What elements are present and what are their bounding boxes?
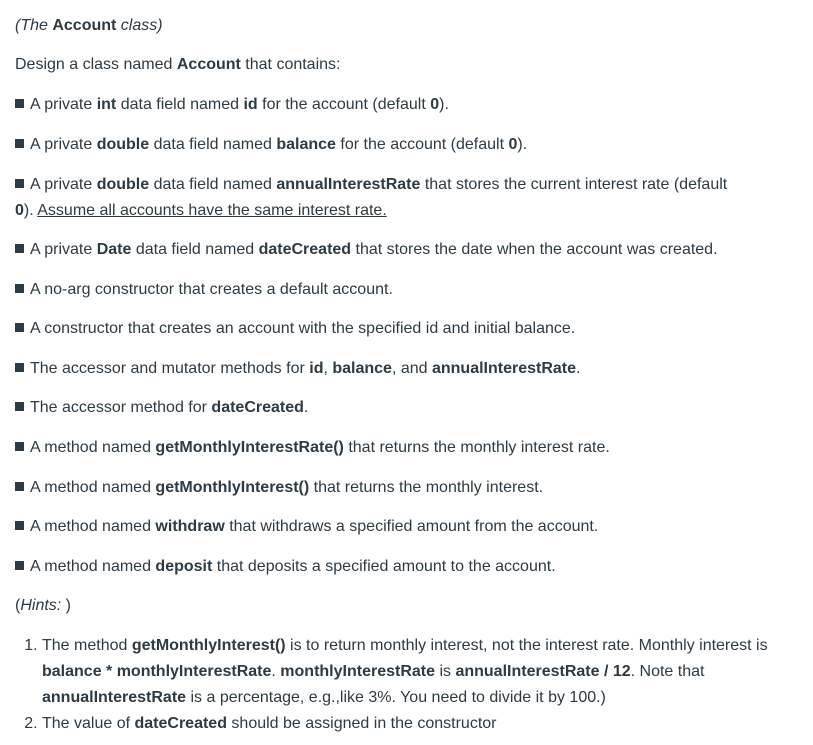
- list-item-monthly-interest: A method named getMonthlyInterest() that returns the monthly interest.: [15, 478, 543, 498]
- square-bullet-icon: [15, 442, 24, 451]
- list-item-monthly-interest-rate: A method named getMonthlyInterestRate() that returns the monthly interest rate.: [15, 438, 610, 458]
- hints-list: [15, 633, 802, 737]
- square-bullet-icon: [15, 482, 24, 491]
- hint-item: 1. The method getMonthlyInterest() is to return monthly interest, not the interest rate. Monthly interest is balance * monthlyInterestRate. monthlyInterestRate is annualInterestRate / 12. Note that annualInterestRate is a percentage, e.g.,like 3%. You need to divide it by 100.): [42, 633, 802, 711]
- class-heading: [15, 16, 163, 36]
- list-item-no-arg-constructor: A no-arg constructor that creates a default account.: [15, 280, 393, 300]
- list-item-deposit: A method named deposit that deposits a specified amount to the account.: [15, 557, 556, 577]
- list-item-accessors-mutators: The accessor and mutator methods for id, balance, and annualInterestRate.: [15, 359, 580, 379]
- list-item-id: A private int data field named id for the account (default 0).: [15, 95, 449, 115]
- square-bullet-icon: [15, 402, 24, 411]
- heading-close: class): [116, 17, 163, 34]
- list-item-constructor: A constructor that creates an account with the specified id and initial balance.: [15, 319, 575, 339]
- same-rate-note: Assume all accounts have the same interest rate.: [37, 202, 387, 219]
- list-item-annual-interest-rate-cont: 0). Assume all accounts have the same interest rate.: [15, 202, 387, 219]
- list-item-balance: A private double data field named balance for the account (default 0).: [15, 135, 527, 155]
- list-item-date-created: A private Date data field named dateCreated that stores the date when the account was created.: [15, 240, 718, 260]
- hint-item: 2. The value of dateCreated should be assigned in the constructor: [42, 711, 802, 737]
- square-bullet-icon: [15, 179, 24, 188]
- square-bullet-icon: [15, 99, 24, 108]
- square-bullet-icon: [15, 284, 24, 293]
- intro-text: Design a class named Account that contains:: [15, 56, 341, 73]
- list-item-date-accessor: The accessor method for dateCreated.: [15, 398, 308, 418]
- list-item-annual-interest-rate: A private double data field named annualInterestRate that stores the current interest rate (default: [15, 175, 727, 195]
- heading-class-name: Account: [52, 17, 117, 34]
- square-bullet-icon: [15, 323, 24, 332]
- list-item-withdraw: A method named withdraw that withdraws a specified amount from the account.: [15, 517, 598, 537]
- square-bullet-icon: [15, 521, 24, 530]
- square-bullet-icon: [15, 139, 24, 148]
- square-bullet-icon: [15, 244, 24, 253]
- hints-label: (Hints: ): [15, 597, 72, 614]
- square-bullet-icon: [15, 561, 24, 570]
- heading-open: (The: [15, 17, 53, 34]
- square-bullet-icon: [15, 363, 24, 372]
